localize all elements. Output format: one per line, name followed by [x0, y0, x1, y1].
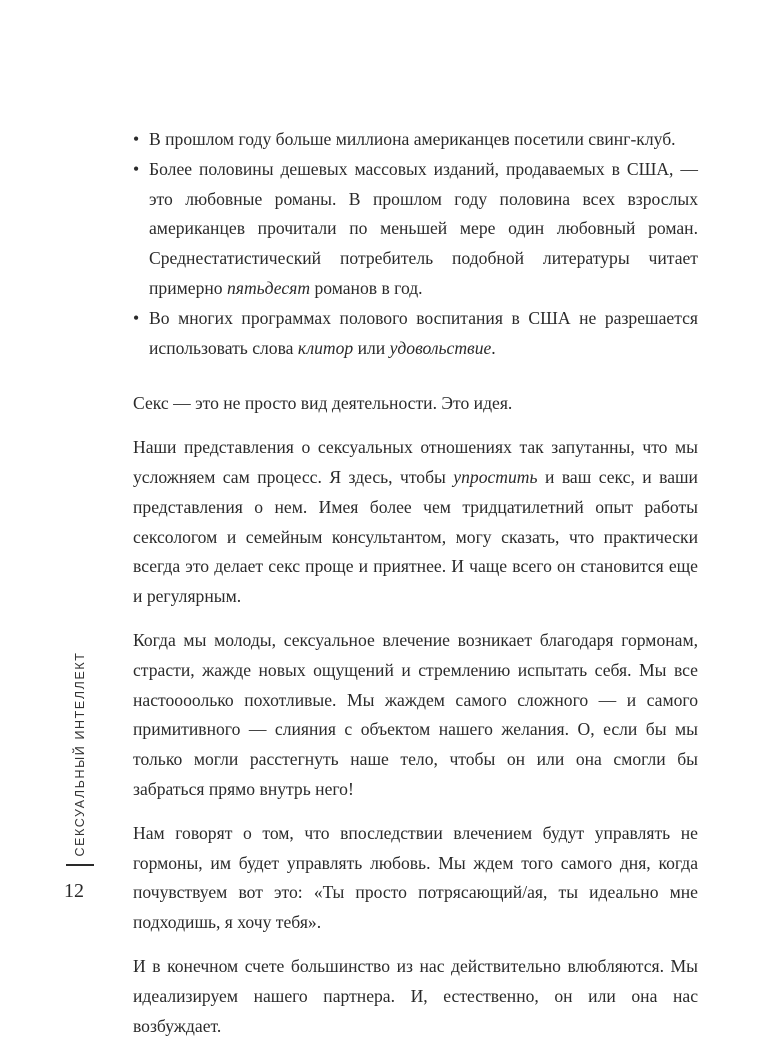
bullet-text: [149, 129, 676, 149]
bullet-item: [133, 304, 698, 364]
text-run: Во многих программах полового воспитания в США не разрешается использовать слова: [149, 307, 698, 358]
text-run: Нам говорят о том, что впоследствии влечением будут управлять не гормоны, им будет управлять любовь. Мы ждем того самого дня, когда почувствуем вот это: «Ты просто потрясающий/ая, ты идеально мне подходишь, я хочу тебя».: [133, 822, 698, 933]
text-run: романов в год.: [310, 277, 423, 298]
paragraph: [133, 626, 698, 805]
bullet-list: [133, 125, 698, 363]
bullet-mark: •: [133, 307, 140, 328]
bullet-item: [133, 155, 698, 304]
paragraph-gap: [133, 938, 698, 952]
text-run: И в конечном счете большинство из нас действительно влюбляются. Мы идеализируем нашего партнера. И, естественно, он или она нас возбуждает.: [133, 955, 698, 1036]
emphasis-text: пятьдесят: [226, 277, 311, 298]
emphasis-text: клитор: [297, 337, 354, 358]
bullet-text: [149, 159, 698, 298]
running-head-rule: [66, 864, 94, 866]
emphasis-text: удовольствие: [389, 337, 492, 358]
text-run: или: [353, 337, 390, 358]
paragraph: [133, 819, 698, 938]
emphasis-text: упростить: [453, 466, 538, 487]
bullet-item: [133, 125, 698, 155]
bullet-mark: •: [133, 158, 140, 179]
paragraph: [133, 433, 698, 612]
text-run: Когда мы молоды, сексуальное влечение возникает благодаря гормонам, страсти, жажде новых ощущений и стремлению испытать себя. Мы все настоооолько похотливые. Мы жаждем самого сложного — и самого примитивного — слияния с объектом нашего желания. О, если бы мы только могли расстегнуть наше тело, чтобы он или она смогли бы забраться прямо внутрь него!: [133, 629, 698, 799]
page-number: 12: [64, 880, 84, 902]
paragraph-gap: [133, 612, 698, 626]
text-run: .: [491, 337, 496, 358]
paragraph-gap: [133, 419, 698, 433]
page-body: [133, 125, 698, 1041]
text-run: Секс — это не просто вид деятельности. Это идея.: [133, 393, 513, 414]
text-run: и ваш секс, и ваши представления о нем. Имея более чем тридцатилетний опыт работы сексологом и семейным консультантом, могу сказать, что практически всегда это делает секс проще и приятнее. И чаще всего он становится еще и регулярным.: [133, 466, 698, 607]
bullet-mark: •: [133, 129, 140, 149]
text-run: Более половины дешевых массовых изданий, продаваемых в США, — это любовные романы. В прошлом году половина всех взрослых американцев прочитали по меньшей мере один любовный роман. Среднестатистический потребитель подобной литературы читает примерно: [149, 158, 698, 298]
paragraph-gap: [133, 805, 698, 819]
paragraph: [133, 389, 698, 419]
bullet-text: [149, 308, 698, 358]
text-run: Наши представления о сексуальных отношениях так запутанны, что мы усложняем сам процесс. Я здесь, чтобы: [133, 437, 698, 487]
running-head: СЕКСУАЛЬНЫЙ ИНТЕЛЛЕКТ: [73, 651, 87, 857]
section-gap: [133, 363, 698, 389]
text-run: В прошлом году больше миллиона американцев посетили свинг-клуб.: [149, 129, 676, 149]
paragraph: [133, 952, 698, 1041]
